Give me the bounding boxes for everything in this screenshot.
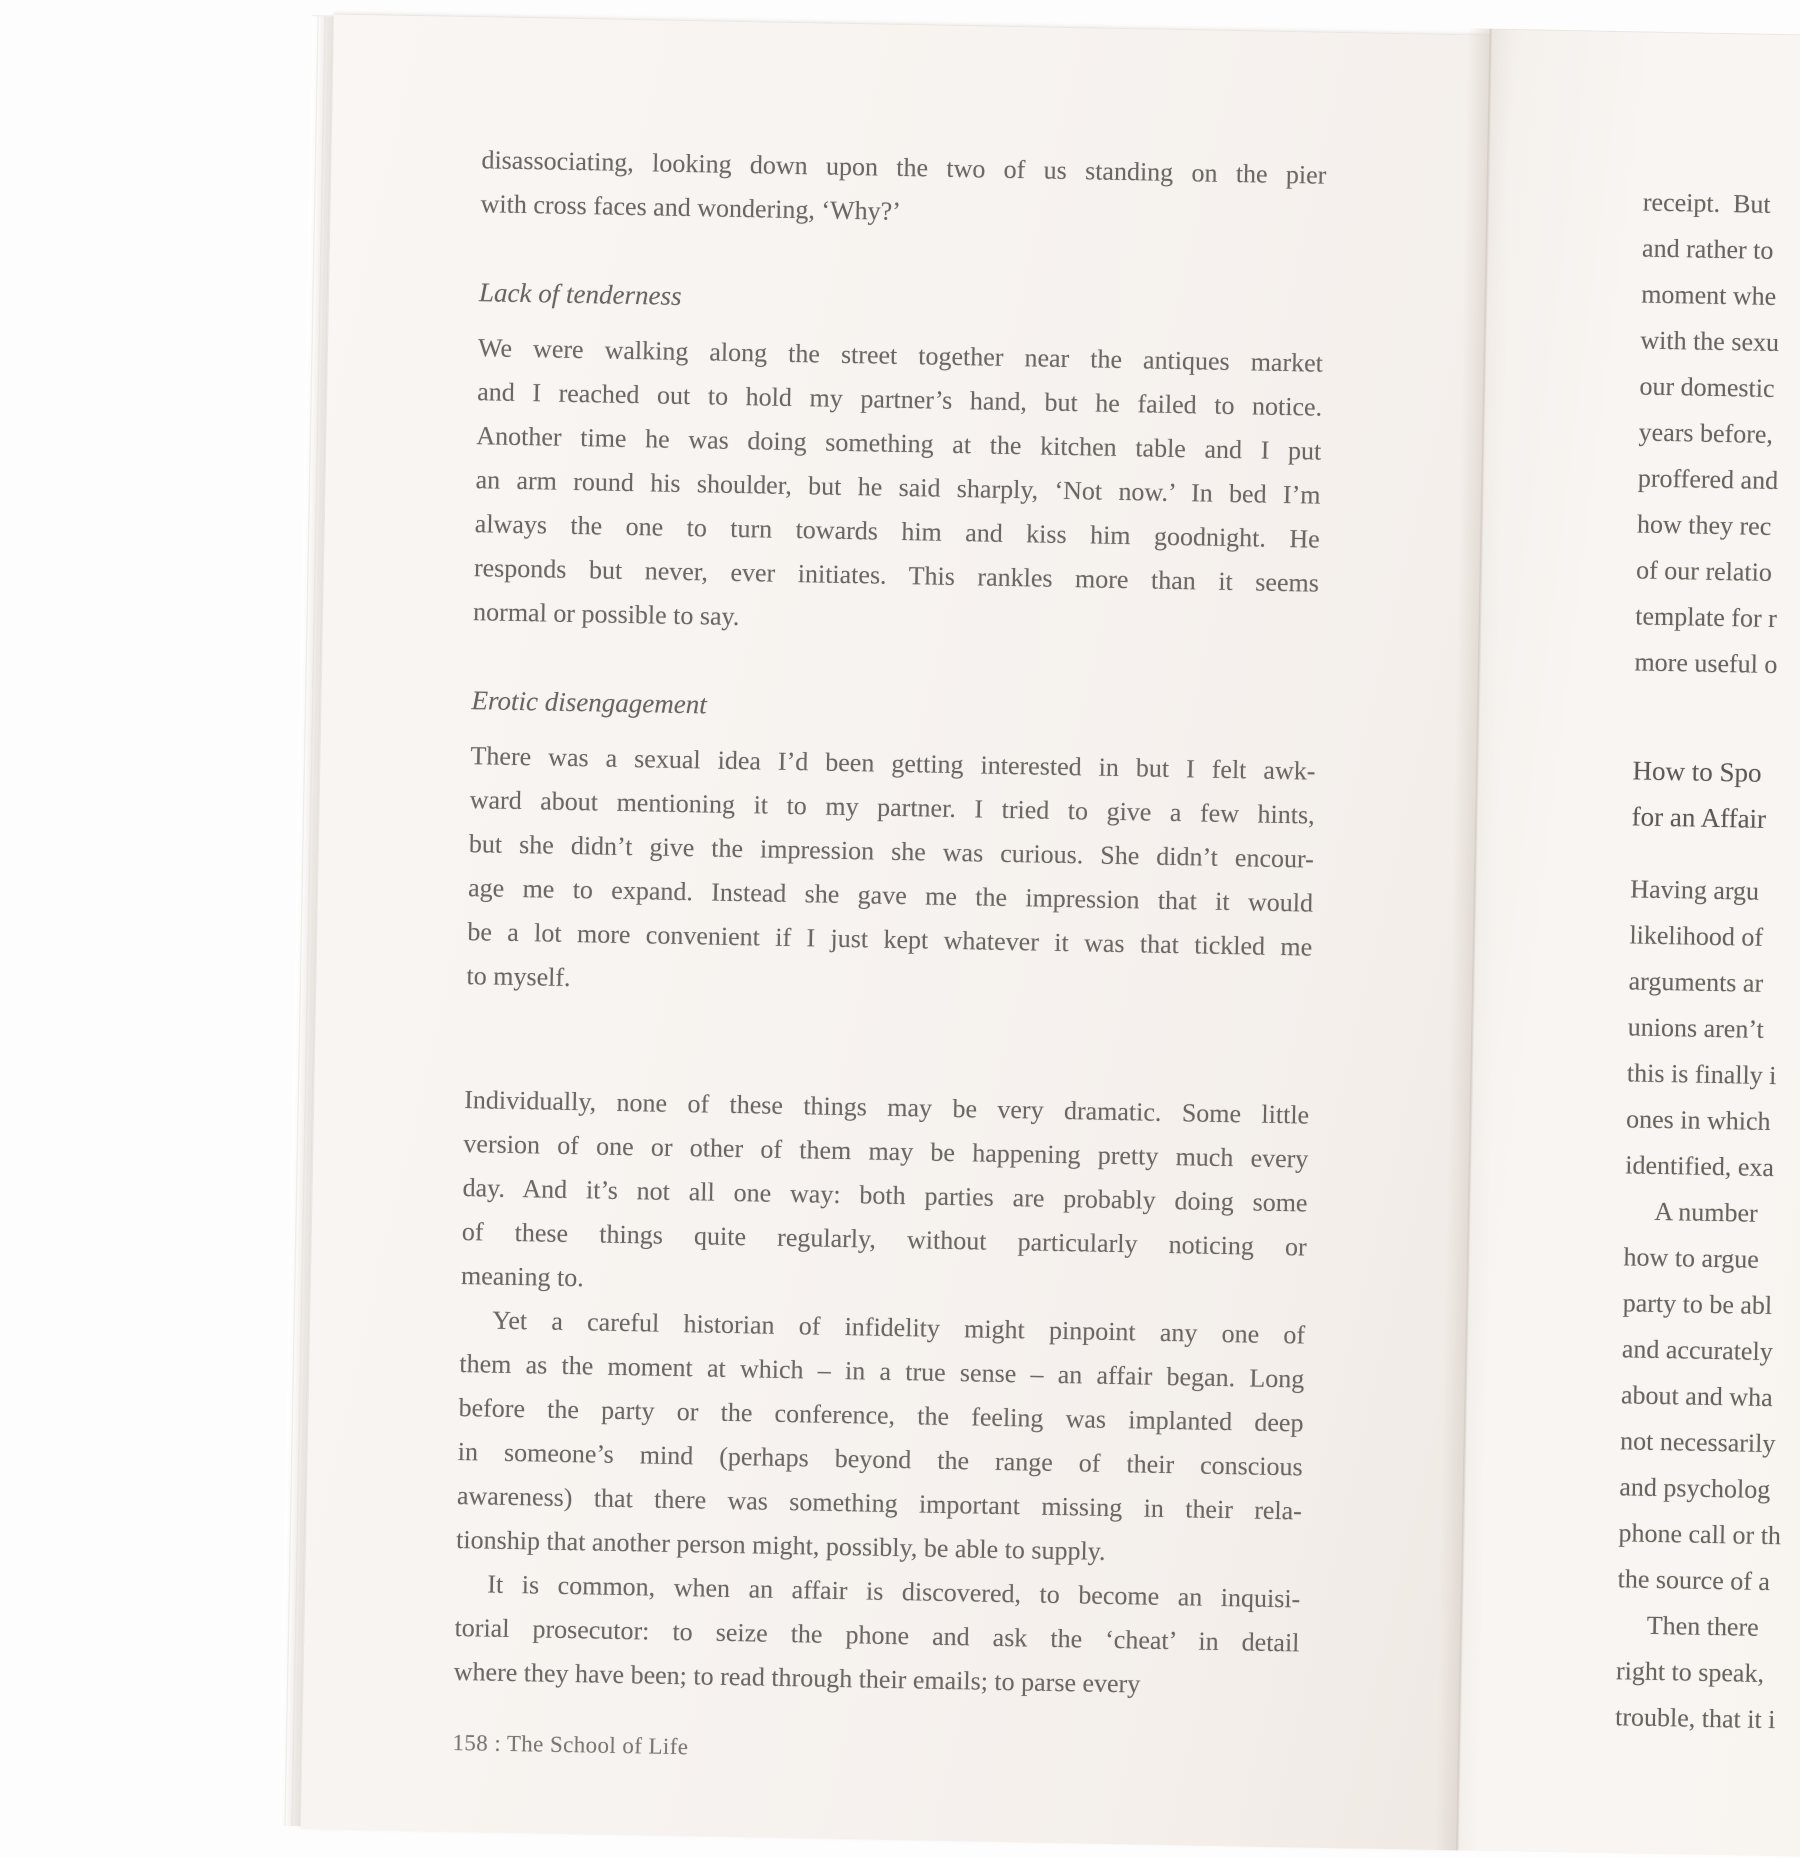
text-line: identified, exa xyxy=(1625,1142,1800,1193)
text-line: with cross faces and wondering, ‘Why?’ xyxy=(480,182,1326,241)
text-line: about and wha xyxy=(1621,1372,1800,1423)
text-line: in someone’s mind (perhaps beyond the range of their conscious xyxy=(457,1430,1303,1489)
text-line: but she didn’t give the impression she was curious. She didn’t encour- xyxy=(469,822,1315,881)
text-line: Yet a careful historian of infidelity might pinpoint any one of xyxy=(460,1298,1306,1357)
text-line: always the one to turn towards him and kiss him goodnight. He xyxy=(474,502,1320,561)
page-footer: 158 : The School of Life xyxy=(452,1730,688,1760)
text-line: torial prosecutor: to seize the phone and ask the ‘cheat’ in detail xyxy=(454,1606,1300,1665)
text-line: and psycholog xyxy=(1619,1464,1800,1515)
text-line: receipt. But xyxy=(1642,180,1800,231)
text-line: where they have been; to read through their emails; to parse every xyxy=(453,1650,1299,1709)
text-line: meaning to. xyxy=(461,1254,1307,1313)
text-line: normal or possible to say. xyxy=(473,590,1319,649)
text-line: A number xyxy=(1624,1188,1800,1239)
text-line: responds but never, ever initiates. This rankles more than it seems xyxy=(474,546,1320,605)
text-line: day. And it’s not all one way: both parties are probably doing some xyxy=(462,1166,1308,1225)
text-line: and accurately xyxy=(1621,1326,1800,1377)
text-line: and I reached out to hold my partner’s hand, but he failed to notice. xyxy=(477,370,1323,429)
text-line: template for r xyxy=(1635,593,1800,644)
text-line: version of one or other of them may be happening pretty much every xyxy=(463,1122,1309,1181)
text-line: Another time he was doing something at the kitchen table and I put xyxy=(476,414,1322,473)
text-line: of these things quite regularly, without particularly noticing or xyxy=(461,1210,1307,1269)
text-line: an arm round his shoulder, but he said sharply, ‘Not now.’ In bed I’m xyxy=(475,458,1321,517)
text-line: It is common, when an affair is discovered, to become an inquisi- xyxy=(455,1562,1301,1621)
text-line: years before, xyxy=(1638,409,1800,460)
text-line: of our relatio xyxy=(1636,547,1800,598)
text-line: them as the moment at which – in a true sense – an affair began. Long xyxy=(459,1342,1305,1401)
text-line: the source of a xyxy=(1617,1556,1800,1607)
text-line: arguments ar xyxy=(1628,958,1800,1009)
text-line: awareness) that there was something important missing in their rela- xyxy=(457,1474,1303,1533)
text-line: party to be abl xyxy=(1622,1280,1800,1331)
text-line: We were walking along the street together near the antiques market xyxy=(478,326,1324,385)
text-line: more useful o xyxy=(1634,639,1800,690)
text-line: phone call or th xyxy=(1618,1510,1800,1561)
text-line: our domestic xyxy=(1639,363,1800,414)
text-line: likelihood of xyxy=(1629,912,1800,963)
text-line: proffered and xyxy=(1637,455,1800,506)
text-line: Individually, none of these things may be very dramatic. Some little xyxy=(464,1078,1310,1137)
section-heading: Erotic disengagement xyxy=(471,678,1317,737)
chapter-heading-line: How to Spo xyxy=(1632,747,1800,798)
text-line: and rather to xyxy=(1642,225,1800,276)
chapter-heading-line: for an Affair xyxy=(1631,793,1800,844)
text-line: Having argu xyxy=(1630,866,1800,917)
right-page-text xyxy=(1615,180,1800,1746)
text-line: ward about mentioning it to my partner. I tried to give a few hints, xyxy=(469,778,1315,837)
text-line: how they rec xyxy=(1637,501,1800,552)
text-line: how to argue xyxy=(1623,1234,1800,1285)
text-line: with the sexu xyxy=(1640,317,1800,368)
text-line: unions aren’t xyxy=(1627,1004,1800,1055)
text-line: this is finally i xyxy=(1627,1050,1800,1101)
text-line: be a lot more convenient if I just kept whatever it was that tickled me xyxy=(467,910,1313,969)
text-line: ones in which xyxy=(1626,1096,1800,1147)
text-line: not necessarily xyxy=(1620,1418,1800,1469)
text-line: tionship that another person might, possibly, be able to supply. xyxy=(456,1518,1302,1577)
text-line: to myself. xyxy=(466,954,1312,1013)
text-line: moment whe xyxy=(1641,271,1800,322)
text-line: right to speak, xyxy=(1616,1648,1800,1699)
text-line: There was a sexual idea I’d been getting interested in but I felt awk- xyxy=(470,734,1316,793)
text-line: disassociating, looking down upon the two of us standing on the pier xyxy=(481,138,1327,197)
text-line: trouble, that it i xyxy=(1615,1694,1800,1745)
text-line: age me to expand. Instead she gave me the impression that it would xyxy=(468,866,1314,925)
text-line: before the party or the conference, the feeling was implanted deep xyxy=(458,1386,1304,1445)
text-line: Then there xyxy=(1616,1602,1800,1653)
left-page-text xyxy=(453,138,1326,1709)
section-heading: Lack of tenderness xyxy=(479,270,1325,329)
